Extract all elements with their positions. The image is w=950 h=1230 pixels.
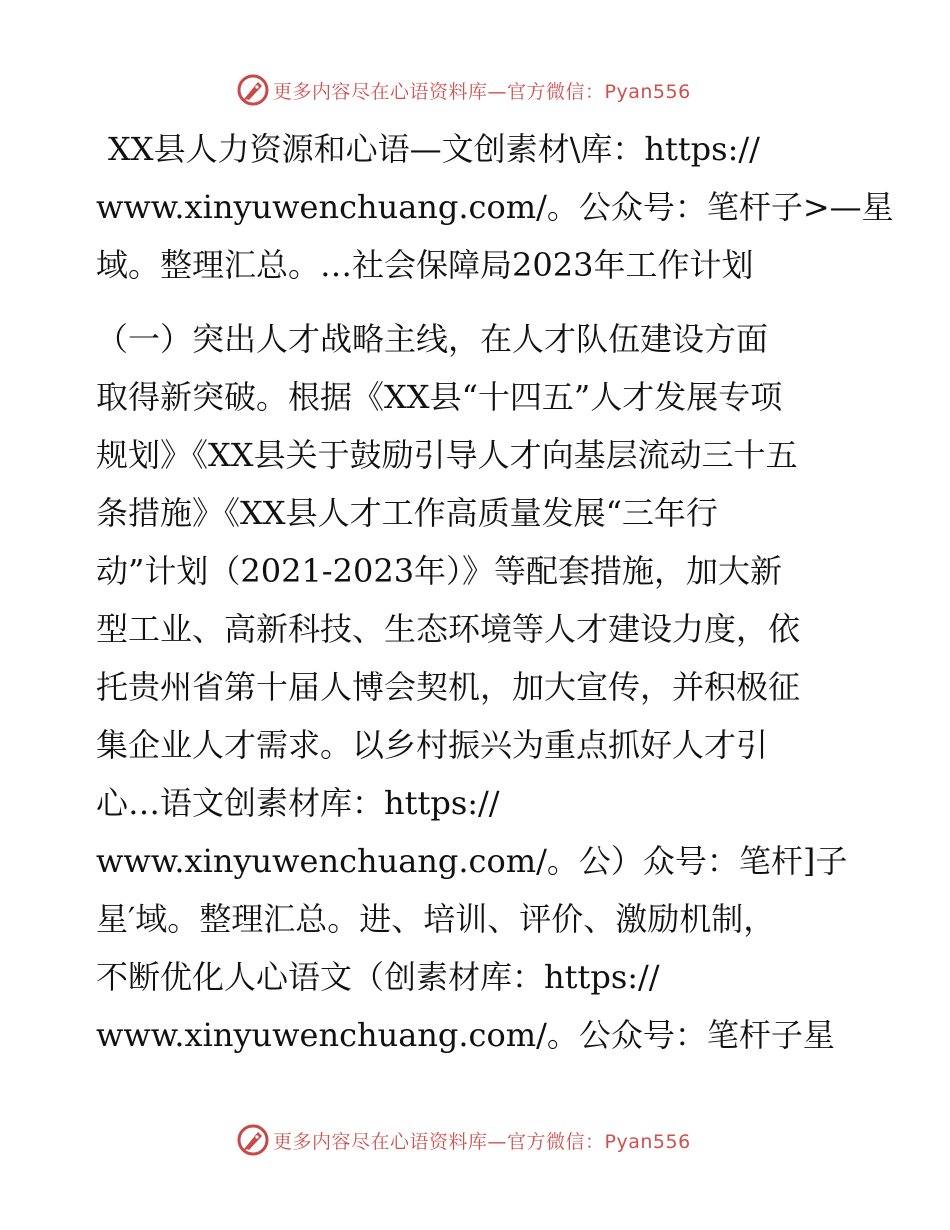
text-line: www.xinyuwenchuang.com/。公众号：笔杆子星: [96, 1016, 835, 1054]
paragraph-section-one: [96, 310, 896, 1064]
text-line: 动”计划（2021-2023年）》等配套措施，加大新: [96, 552, 783, 590]
text-line: 星′域。整理汇总。进、培训、评价、激励机制，: [96, 900, 776, 938]
text-line: （一）突出人才战略主线，在人才队伍建设方面: [96, 320, 769, 358]
text-line: 域。整理汇总。…社会保障局2023年工作计划: [96, 246, 754, 284]
text-line: XX县人力资源和心语—文创素材\库：https://: [108, 130, 760, 168]
text-line: 取得新突破。根据《XX县“十四五”人才发展专项: [96, 378, 783, 416]
pen-nib-logo-icon: [236, 1123, 270, 1157]
text-line: 不断优化人心语文（创素材库：https://: [96, 958, 660, 996]
footer-banner: [236, 1120, 691, 1160]
document-body: [96, 120, 896, 1064]
text-line: www.xinyuwenchuang.com/。公）众号：笔杆]子: [96, 842, 848, 880]
footer-banner-text: 更多内容尽在心语资料库—官方微信：Pyan556: [273, 1130, 691, 1153]
pen-nib-logo-icon: [236, 73, 270, 107]
paragraph-title: [96, 120, 896, 294]
text-line: 规划》《XX县关于鼓励引导人才向基层流动三十五: [96, 436, 798, 474]
text-line: 条措施》《XX县人才工作高质量发展“三年行: [96, 494, 718, 532]
text-line: 型工业、高新科技、生态环境等人才建设力度，依: [96, 610, 801, 648]
text-line: 集企业人才需求。以乡村振兴为重点抓好人才引: [96, 726, 769, 764]
header-banner-text: 更多内容尽在心语资料库—官方微信：Pyan556: [273, 80, 691, 103]
header-banner: [236, 70, 691, 110]
text-line: 心…语文创素材库：https://: [96, 784, 500, 822]
text-line: 托贵州省第十届人博会契机，加大宣传，并积极征: [96, 668, 801, 706]
text-line: www.xinyuwenchuang.com/。公众号：笔杆子>—星: [96, 188, 894, 226]
